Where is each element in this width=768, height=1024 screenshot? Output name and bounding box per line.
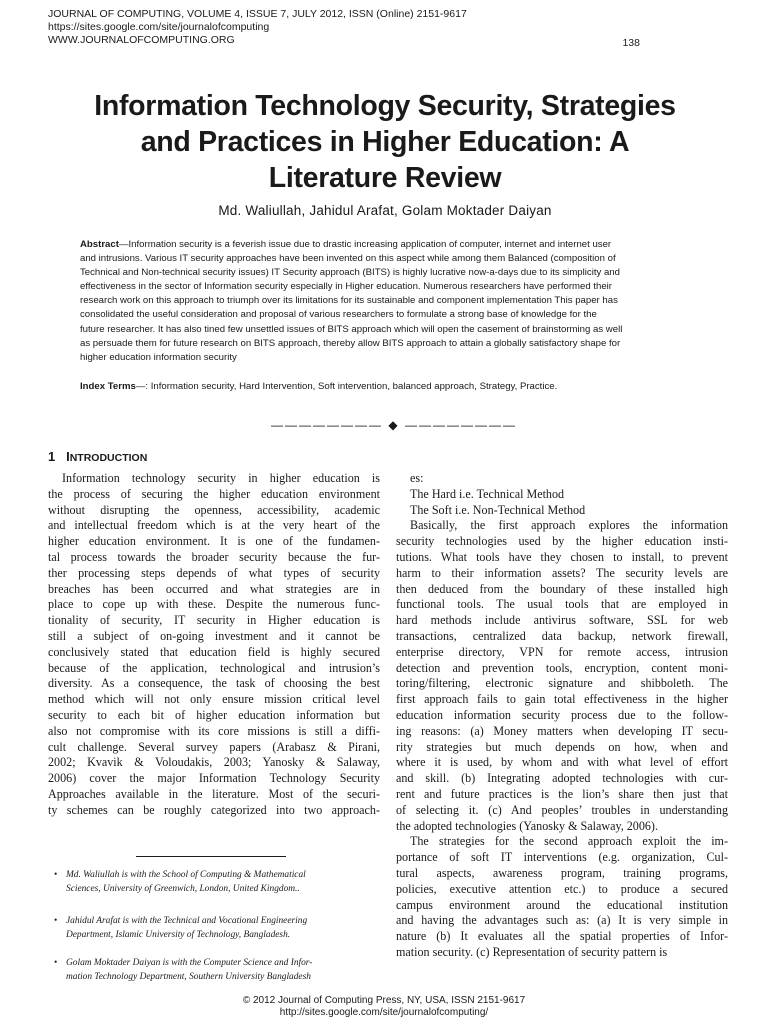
journal-site-line[interactable]: WWW.JOURNALOFCOMPUTING.ORG	[48, 34, 235, 46]
index-terms	[80, 381, 680, 392]
body-line: ty schemes can be roughly categorized into two approach-	[48, 802, 380, 817]
footnote-line: Sciences, University of Greenwich, London, United Kingdom..	[66, 884, 300, 894]
footnote-line: Md. Waliullah is with the School of Computing & Mathematical	[66, 870, 306, 880]
abstract-line: consolidated the useful consideration and proposal of various researchers to formulate a strong base of knowledge for the	[80, 309, 597, 321]
body-line: education information security process due to the follow-	[396, 707, 728, 722]
title-line: Literature Review	[268, 162, 502, 194]
abstract-line: Technical and Non-technical security issues) IT Security approach (BITS) is highly lucrative now-a-days due to its simplicity and	[80, 267, 620, 279]
body-line: portance of soft IT interventions (e.g. organization, Cul-	[396, 850, 728, 865]
body-line: es:	[410, 471, 424, 485]
body-line: policies, executive attention etc.) to produce a secured	[396, 881, 728, 896]
bullet: •	[54, 870, 58, 880]
body-line: detection and prevention tools, encryption, content moni-	[396, 660, 728, 675]
body-line: cult challenge. Several survey papers (Arabasz & Pirani,	[48, 739, 380, 754]
body-line: functional tools. The usual tools that are employed in	[396, 597, 728, 612]
right-column	[396, 471, 728, 961]
abstract-line: as persuade them for future research on BITS approach, thereby allow BITS approach to attain a globally satisfactory shape for	[80, 337, 621, 349]
body-line: tal process towards the broader security because the fur-	[48, 549, 380, 564]
body-line: tutions. What tools have they chosen to install, to prevent	[396, 549, 728, 564]
body-line: higher education environment. It is one of the fundamen-	[48, 534, 380, 549]
body-line: and intellectual freedom which is at the very heart of the	[48, 518, 380, 533]
section-title-rest: NTRODUCTION	[69, 452, 148, 464]
journal-info-line: JOURNAL OF COMPUTING, VOLUME 4, ISSUE 7, JULY 2012, ISSN (Online) 2151-9617	[48, 8, 467, 20]
body-line: the process of securing the higher education environment	[48, 486, 380, 501]
bullet: •	[54, 958, 58, 968]
body-line: hard methods include antivirus software, SSL for web	[396, 613, 728, 628]
abstract-line: research work on this approach to triumph over its limitations for its sustainable and component implementation This paper has	[80, 295, 618, 307]
section-heading	[48, 449, 147, 464]
list-item: The Soft i.e. Non-Technical Method	[410, 502, 586, 517]
body-line: security technologies used by the higher education insti-	[396, 534, 728, 549]
body-line: the adopted technologies (Yanosky & Salaway, 2006).	[396, 818, 658, 833]
body-line: and having the advantages such as: (a) It is very simple in	[396, 913, 728, 928]
body-line: harm to their information assets? The security levels are	[396, 565, 728, 580]
body-line: rent and future practices is the lion’s share then just that	[396, 786, 728, 801]
title-line: Information Technology Security, Strategies	[94, 90, 676, 122]
body-line: mation security. (c) Representation of security pattern is	[396, 944, 668, 959]
abstract-line: future researcher. It has also tined few unsettled issues of BITS approach which will open the casement of brainstorming as well	[80, 323, 623, 335]
footnote-line: mation Technology Department, Southern University Bangladesh	[66, 972, 311, 982]
list-item: The Hard i.e. Technical Method	[410, 486, 565, 501]
body-line: place to cope up with these. Despite the numerous func-	[48, 597, 380, 612]
paper-title	[40, 88, 730, 196]
body-line: Information technology security in higher education is	[62, 471, 380, 485]
footnote	[54, 868, 386, 896]
footnote	[54, 956, 386, 984]
body-line: campus environment around the educational institution	[396, 897, 728, 912]
footnote-line: Jahidul Arafat is with the Technical and Vocational Engineering	[66, 916, 308, 926]
body-line: Approaches available in the literature. Most of the securi-	[48, 786, 380, 801]
body-line: transactions, centralized data backup, network firewall,	[396, 628, 728, 643]
section-title-initial: I	[66, 449, 70, 464]
footnote-line: Department, Islamic University of Technology, Bangladesh.	[66, 930, 291, 940]
body-line: security to each bit of higher education information but	[48, 707, 380, 722]
section-separator: ———————— ◆ ————————	[271, 418, 517, 432]
abstract-line: higher education information security	[80, 351, 237, 363]
abstract-label: Abstract	[80, 239, 119, 250]
body-line: 2006) cover the major Information Technology Security	[48, 771, 380, 786]
authors: Md. Waliullah, Jahidul Arafat, Golam Moktader Daiyan	[218, 203, 552, 218]
body-line: tionality of security, IT security in Higher education is	[48, 613, 380, 628]
body-line: nature (b) It evaluates all the spatial properties of Infor-	[396, 929, 728, 944]
body-line: first approach fails to gain total effectiveness in the higher	[396, 692, 728, 707]
body-line: The strategies for the second approach exploit the im-	[410, 834, 728, 849]
body-line: Basically, the first approach explores the information	[410, 518, 728, 533]
body-line: where it is used, by whom and with what level of effort	[396, 755, 728, 770]
footnote	[54, 914, 386, 942]
body-line: method which will not only ensure mission critical level	[48, 692, 380, 707]
page-number: 138	[622, 37, 640, 49]
abstract	[80, 238, 674, 365]
journal-url-line[interactable]: https://sites.google.com/site/journalofcomputing	[48, 21, 270, 33]
body-line: tural aspects, awareness program, training programs,	[396, 865, 728, 880]
page-footer	[0, 995, 768, 1019]
body-line: then deduced from the boundary of these installed high	[396, 581, 728, 596]
section-number: 1	[48, 449, 56, 464]
abstract-line: effectiveness in the sector of Information security especially in Higher education. Numerous researchers have performed their	[80, 281, 613, 293]
body-line: ther processing steps depends of what types of security	[48, 565, 380, 580]
journal-header	[48, 8, 720, 47]
body-line: conclusively stated that education field is highly secured	[48, 644, 380, 659]
title-line: and Practices in Higher Education: A	[140, 126, 630, 158]
index-terms-text: —: Information security, Hard Intervention, Soft intervention, balanced approach, Strategy, Practice.	[135, 381, 558, 392]
abstract-line: and intrusions. Various IT security approaches have been invented on this aspect while among them Balanced (composition of	[80, 253, 616, 265]
body-line: still a subject of on-going investment and it cannot be	[48, 628, 380, 643]
body-line: because of the application, technological and intrusion’s	[48, 660, 380, 675]
footnote-rule	[136, 856, 286, 857]
left-column	[48, 471, 380, 819]
copyright-line: © 2012 Journal of Computing Press, NY, USA, ISSN 2151-9617	[242, 995, 526, 1006]
body-line: diversity. As a consequence, the task of choosing the best	[48, 676, 380, 691]
abstract-line	[80, 238, 674, 252]
body-line: of selecting it. (c) And peoples’ troubles in understanding	[396, 802, 728, 817]
body-line: breaches has been occurred and what strategies are in	[48, 581, 380, 596]
body-line: toring/filtering, electronic signature and shibboleth. The	[396, 676, 728, 691]
bullet: •	[54, 916, 58, 926]
body-line: ing reasons: (a) Money matters when developing IT secu-	[396, 723, 728, 738]
body-line: also not compromise with its core missions is still a diffi-	[48, 723, 380, 738]
body-line: enterprise directory, VPN for remote access, intrusion	[396, 644, 728, 659]
body-line: 2002; Kvavik & Voloudakis, 2003; Yanosky & Salaway,	[48, 755, 380, 770]
footnote-line: Golam Moktader Daiyan is with the Computer Science and Infor-	[66, 958, 313, 968]
abstract-text: —Information security is a feverish issue due to drastic increasing application of computer, internet and internet user	[118, 239, 612, 250]
body-line: rity strategies but much depends on how, when and	[396, 739, 728, 754]
body-line: and skill. (b) Integrating adopted technologies with cur-	[396, 771, 728, 786]
footer-url[interactable]: http://sites.google.com/site/journalofcomputing/	[279, 1007, 489, 1018]
body-line: without disrupting the openness, accessibility, academic	[48, 502, 380, 517]
index-terms-label: Index Terms	[80, 381, 136, 392]
